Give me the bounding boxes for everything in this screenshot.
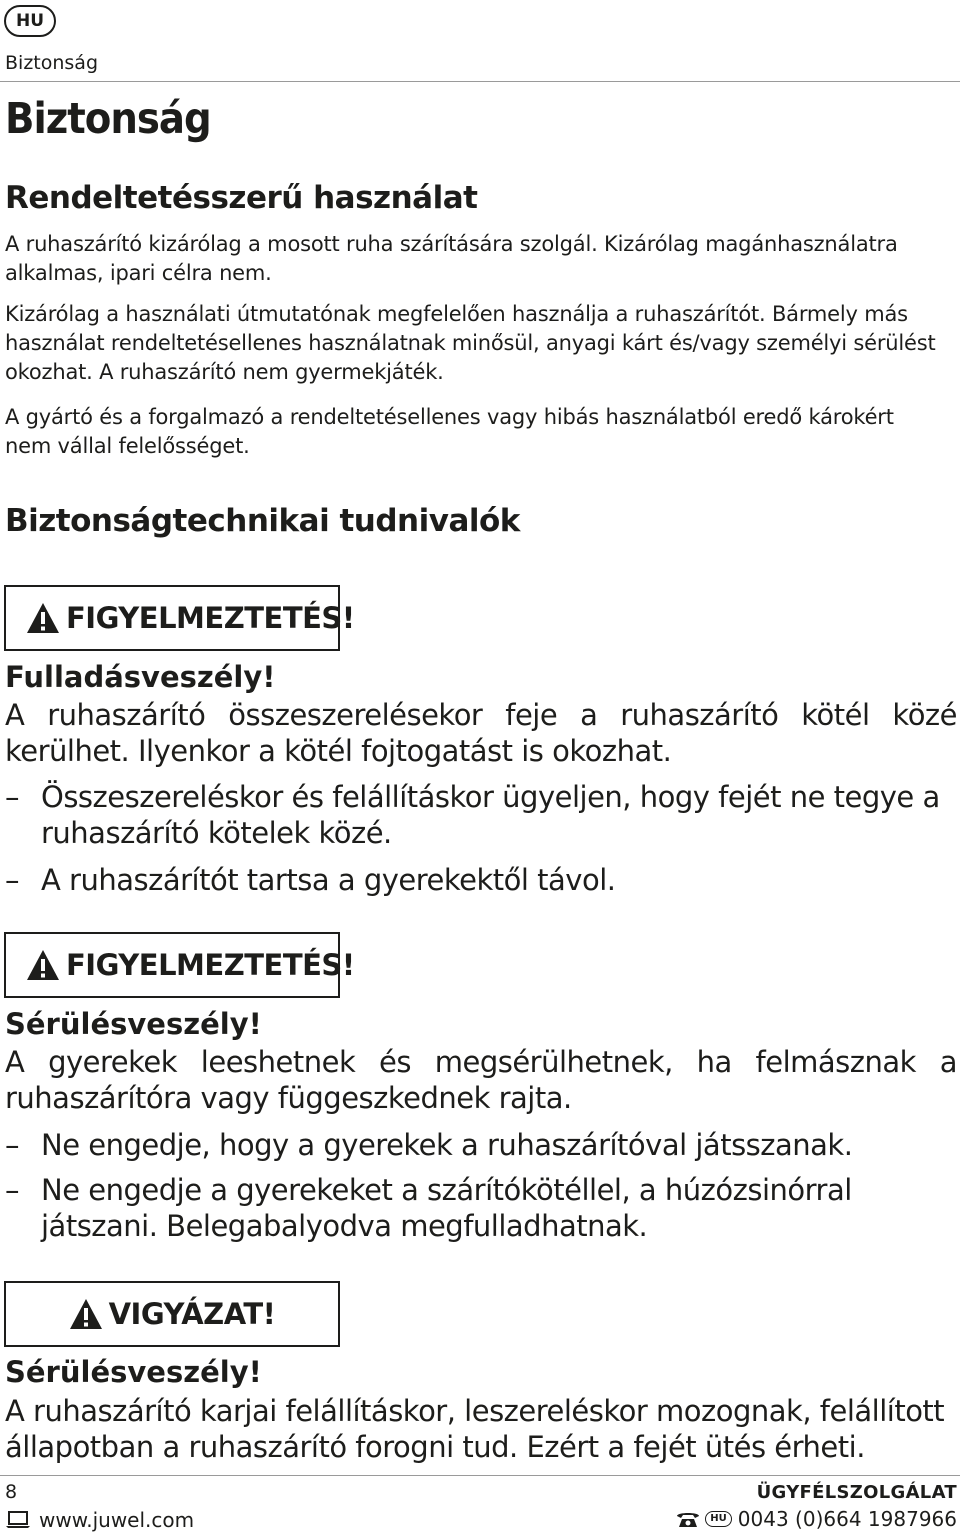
website-link[interactable]: www.juwel.com <box>39 1508 195 1532</box>
breadcrumb: Biztonság <box>5 52 99 74</box>
hazard-title: Fulladásveszély! <box>5 660 276 694</box>
footer-divider <box>0 1475 960 1476</box>
bullet-text: A ruhaszárítót tartsa a gyerekektől távol. <box>41 863 616 897</box>
language-badge: HU <box>4 5 56 37</box>
intended-use-paragraph-3: A gyártó és a forgalmazó a rendeltetésellenes vagy hibás használatból eredő károkért nem vállal felelősséget. <box>5 405 894 458</box>
laptop-icon <box>5 1511 31 1529</box>
footer-phone <box>675 1507 957 1531</box>
bullet-text: Összeszereléskor és felállításkor ügyeljen, hogy fejét ne tegye a ruhaszárító kötelek közé. <box>41 780 940 850</box>
header-divider <box>0 81 960 82</box>
warning-text: A gyerekek leeshetnek és megsérülhetnek, ha felmásznak a ruhaszárítóra vagy függeszkednek rajta. <box>5 1045 957 1115</box>
caution-box <box>4 1281 340 1347</box>
list-item <box>5 1172 957 1244</box>
bullet-text: Ne engedje, hogy a gyerekek a ruhaszárítóval játsszanak. <box>41 1128 853 1162</box>
bullet-dash: – <box>5 1173 19 1207</box>
page-title: Biztonság <box>5 94 211 144</box>
list-item <box>5 779 957 851</box>
warning-text: A ruhaszárító összeszerelésekor feje a ruhaszárító kötél közé kerülhet. Ilyenkor a kötél fojtogatást is okozhat. <box>5 698 957 768</box>
warning-label: FIGYELMEZTETÉS! <box>66 948 355 982</box>
page-number: 8 <box>5 1481 18 1503</box>
country-badge: HU <box>705 1511 732 1527</box>
warning-triangle-icon <box>26 602 60 634</box>
hazard-title: Sérülésveszély! <box>5 1007 262 1041</box>
warning-triangle-icon <box>69 1298 103 1330</box>
intended-use-paragraph-2: Kizárólag a használati útmutatónak megfelelően használja a ruhaszárítót. Bármely más használat rendeltetésellenes használatnak minősül, anyagi kárt és/vagy személyi sérülést okozhat. A ruhaszárító nem gyermekjáték. <box>5 302 936 384</box>
hazard-title: Sérülésveszély! <box>5 1355 262 1389</box>
customer-service-title: ÜGYFÉLSZOLGÁLAT <box>756 1482 957 1503</box>
phone-number: 0043 (0)664 1987966 <box>737 1507 957 1531</box>
warning-label: FIGYELMEZTETÉS! <box>66 601 355 635</box>
intended-use-heading: Rendeltetésszerű használat <box>5 180 478 216</box>
caution-text: A ruhaszárító karjai felállításkor, leszereléskor mozognak, felállított állapotban a ruhaszárító forogni tud. Ezért a fejét ütés érheti. <box>5 1394 945 1464</box>
warning-box-1 <box>4 585 355 651</box>
bullet-dash: – <box>5 863 19 897</box>
bullet-dash: – <box>5 780 19 814</box>
caution-label: VIGYÁZAT! <box>108 1297 276 1331</box>
list-item <box>5 1127 957 1163</box>
bullet-dash: – <box>5 1128 19 1162</box>
intended-use-paragraph-1: A ruhaszárító kizárólag a mosott ruha szárítására szolgál. Kizárólag magánhasználatra alkalmas, ipari célra nem. <box>5 232 898 285</box>
bullet-text: Ne engedje a gyerekeket a szárítókötéllel, a húzózsinórral játszani. Belegabalyodva megfulladhatnak. <box>41 1173 852 1243</box>
warning-box-2 <box>4 932 355 998</box>
list-item <box>5 862 957 898</box>
telephone-icon <box>675 1510 701 1528</box>
safety-heading: Biztonságtechnikai tudnivalók <box>5 503 520 539</box>
warning-triangle-icon <box>26 949 60 981</box>
footer-website <box>5 1508 194 1532</box>
